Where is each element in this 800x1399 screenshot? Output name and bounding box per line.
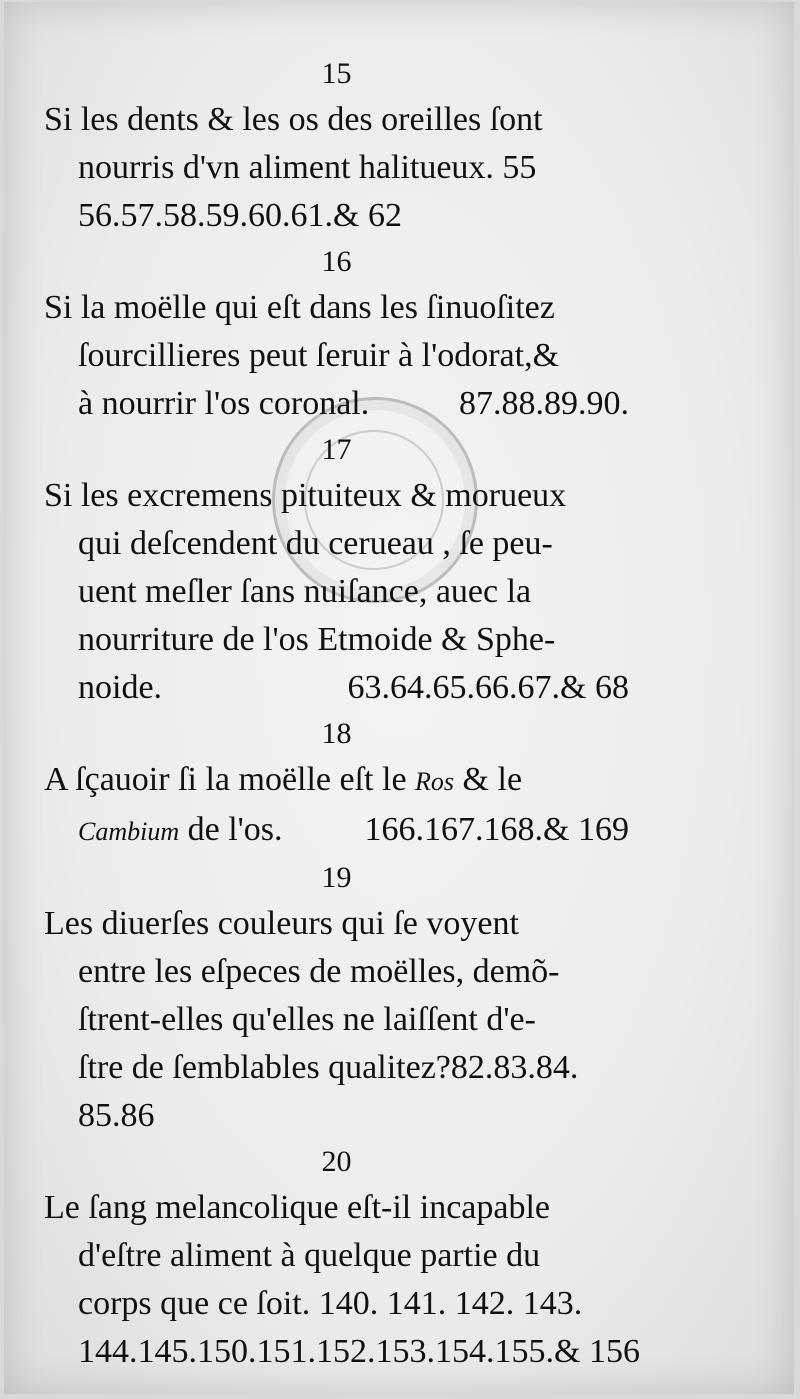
entry-line: corps que ce ſoit. 140. 141. 142. 143.	[78, 1285, 583, 1322]
entry-number: 20	[321, 1145, 352, 1178]
entry-19	[44, 900, 629, 1140]
entry-latin-term: Cambium	[78, 817, 180, 846]
entry-text: de l'os.	[187, 811, 283, 848]
entry-20	[44, 1184, 640, 1376]
entry-line: nourris d'vn aliment halitueux. 55	[78, 149, 537, 186]
entry-line: Si les dents & les os des oreilles ſont	[44, 101, 543, 138]
entry-line: ſourcillieres peut ſeruir à l'odorat,&	[78, 337, 560, 374]
entry-18	[44, 756, 629, 856]
entry-refs: 87.88.89.90.	[459, 385, 629, 422]
entry-refs: 63.64.65.66.67.& 68	[347, 669, 629, 706]
entry-line: 144.145.150.151.152.153.154.155.& 156	[78, 1333, 640, 1370]
entry-line: 56.57.58.59.60.61.& 62	[78, 197, 402, 234]
entry-number: 16	[321, 245, 352, 278]
entry-line: à nourrir l'os coronal.	[78, 385, 370, 422]
page-text	[44, 52, 640, 1376]
entry-line: 85.86	[78, 1097, 155, 1134]
entry-line: entre les eſpeces de moëlles, demõ-	[78, 953, 560, 990]
entry-refs: 166.167.168.& 169	[364, 811, 629, 848]
page-number: 15	[321, 57, 352, 90]
entry-17	[44, 472, 629, 712]
entry-text: & le	[462, 761, 523, 798]
entry-line: Si la moëlle qui eſt dans les ſinuoſitez	[44, 289, 555, 326]
entry-line: Les diuerſes couleurs qui ſe voyent	[44, 905, 519, 942]
entry-line: ſtre de ſemblables qualitez?82.83.84.	[78, 1049, 579, 1086]
entry-number: 19	[321, 861, 352, 894]
entry-latin-term: Ros	[415, 767, 455, 796]
entry-line-with-refs	[44, 380, 629, 428]
entry-line: uent meſler ſans nuiſance, auec la	[78, 573, 532, 610]
entry-line: Si les excremens pituiteux & morueux	[44, 477, 567, 514]
entry-line: d'eſtre aliment à quelque partie du	[78, 1237, 541, 1274]
entry-16	[44, 284, 629, 428]
entry-line: noide.	[78, 669, 163, 706]
entry-line: qui deſcendent du cerueau , ſe peu-	[78, 525, 553, 562]
entry-line-with-refs	[44, 664, 629, 712]
book-page	[4, 2, 794, 1394]
entry-number: 17	[321, 433, 352, 466]
entry-15	[44, 96, 629, 240]
entry-line: ſtrent-elles qu'elles ne laiſſent d'e-	[78, 1001, 536, 1038]
entry-line	[44, 756, 629, 806]
entry-text: A ſçauoir ſi la moëlle eſt le	[44, 761, 407, 798]
entry-line-with-refs	[44, 806, 629, 856]
entry-number: 18	[321, 717, 352, 750]
entry-line: nourriture de l'os Etmoide & Sphe-	[78, 621, 556, 658]
entry-line: Le ſang melancolique eſt-il incapable	[44, 1189, 550, 1226]
